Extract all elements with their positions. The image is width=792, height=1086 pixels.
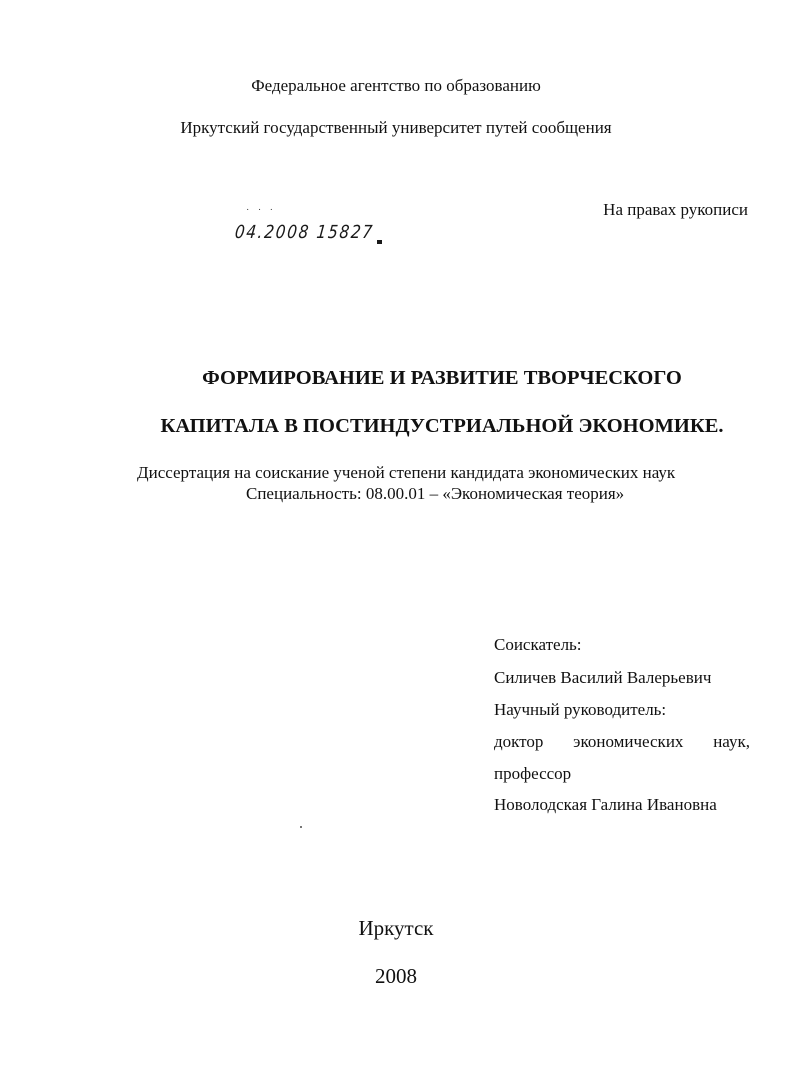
year: 2008 — [375, 964, 417, 988]
title-line-1: ФОРМИРОВАНИЕ И РАЗВИТИЕ ТВОРЧЕСКОГО — [202, 367, 682, 389]
city: Иркутск — [358, 916, 434, 940]
dissertation-description: Диссертация на соискание ученой степени кандидата экономических наук — [137, 463, 676, 482]
degree-word: наук, — [713, 732, 750, 751]
supervisor-label: Научный руководитель: — [494, 700, 667, 719]
manuscript-rights-note: На правах рукописи — [603, 200, 748, 219]
scan-speck — [300, 826, 302, 828]
supervisor-title: профессор — [494, 764, 572, 783]
title-line-2: КАПИТАЛА В ПОСТИНДУСТРИАЛЬНОЙ ЭКОНОМИКЕ. — [160, 415, 724, 437]
stamp-marks: ˙ ˙ ˙ — [246, 208, 276, 219]
applicant-label: Соискатель: — [494, 635, 582, 654]
applicant-name: Силичев Василий Валерьевич — [494, 668, 712, 687]
university-name: Иркутский государственный университет путей сообщения — [180, 118, 612, 137]
degree-word: доктор — [494, 732, 544, 751]
specialty-line: Специальность: 08.00.01 – «Экономическая теория» — [246, 484, 625, 503]
stamp-dot — [377, 240, 382, 244]
supervisor-name: Новолодская Галина Ивановна — [494, 795, 717, 814]
supervisor-degree — [494, 732, 750, 752]
library-stamp: 04.2008 15827 — [233, 222, 375, 243]
degree-word: экономических — [573, 732, 684, 751]
agency-name: Федеральное агентство по образованию — [251, 76, 541, 95]
